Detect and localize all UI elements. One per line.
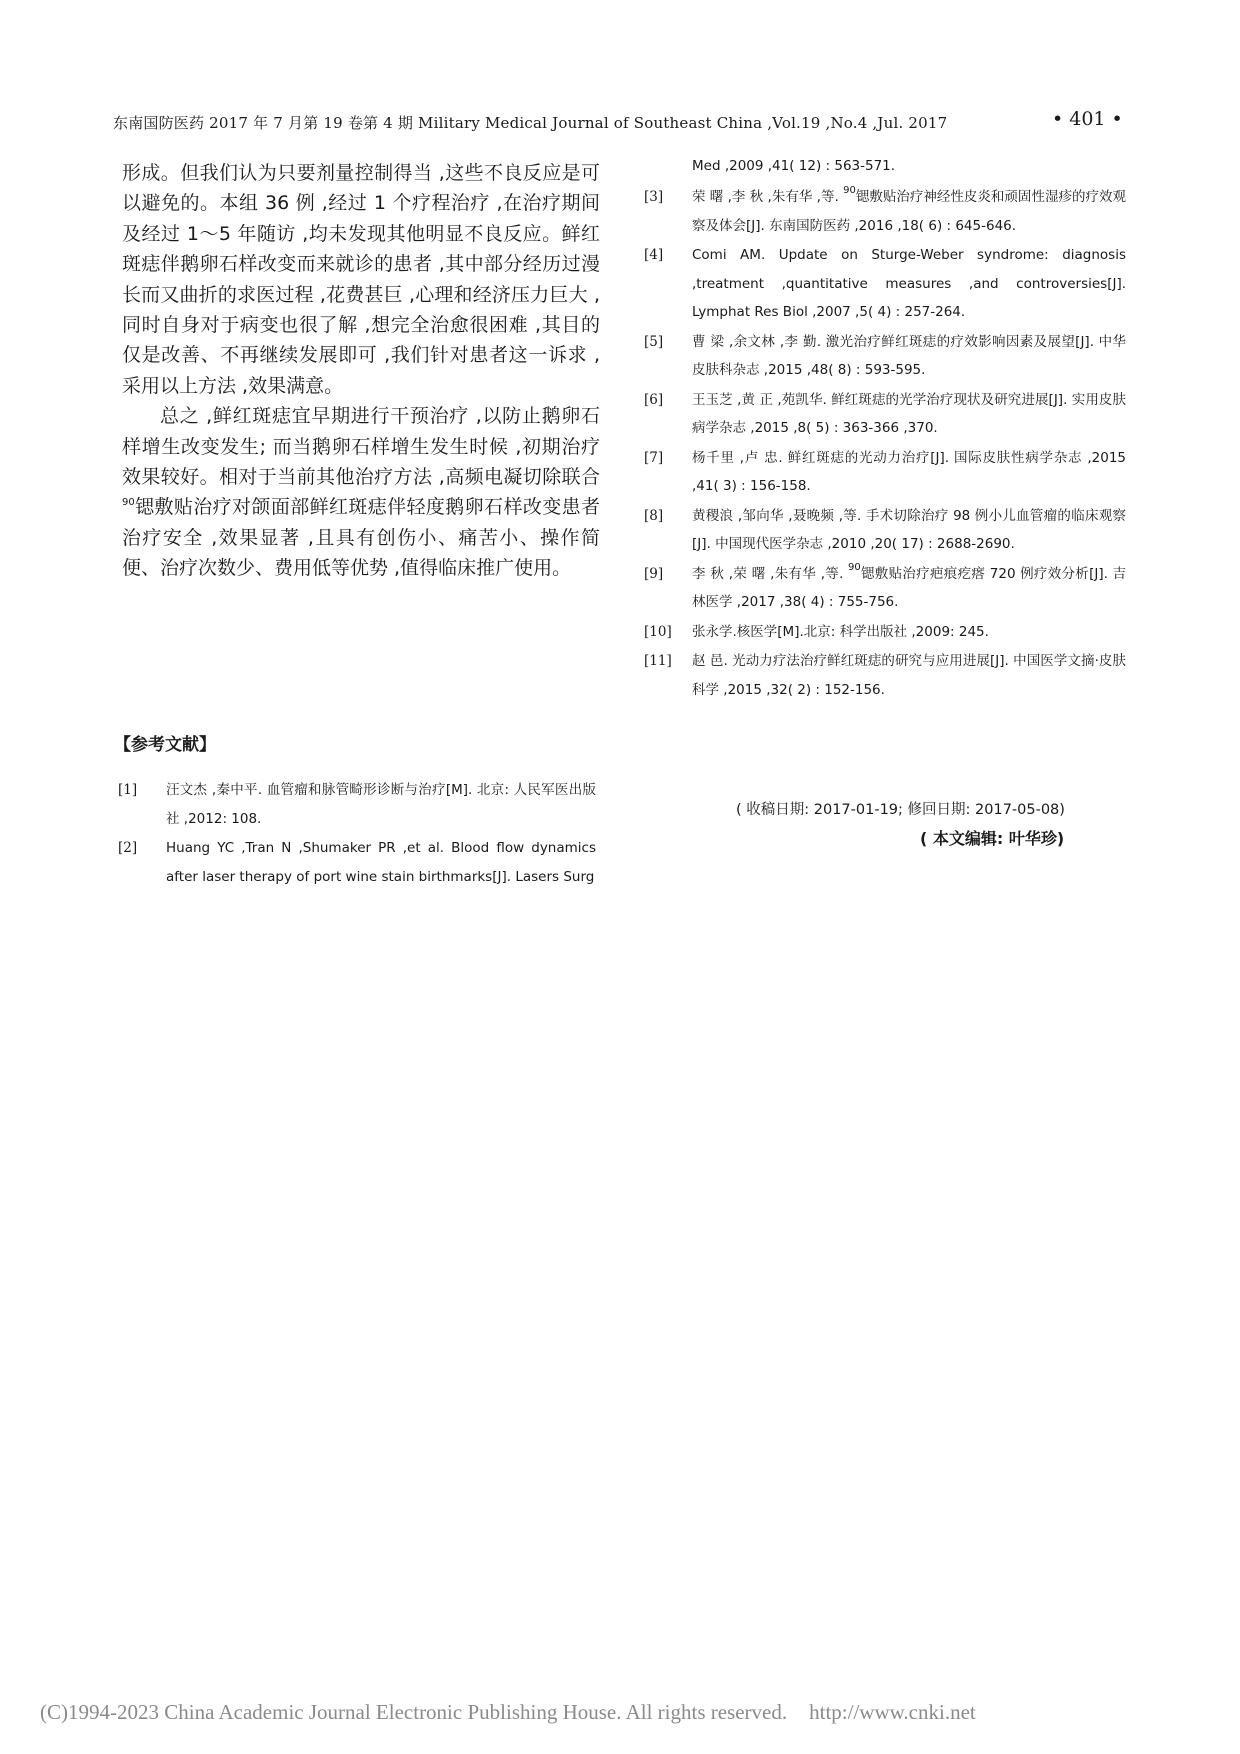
reference-number: [7] [644,449,664,466]
reference-text-part-2: 锶敷贴治疗疤痕疙瘩 720 例疗效分析[J]. 吉林医学 ,2017 ,38( 4) : 755-756. [692,565,1126,610]
reference-list-right [644,183,1126,705]
body-paragraph-2-part-2: 锶敷贴治疗对颌面部鲜红斑痣伴轻度鹅卵石样改变患者治疗安全 ,效果显著 ,且具有创伤小、痛苦小、操作简便、治疗次数少、费用低等优势 ,值得临床推广使用。 [122,496,600,580]
strontium-superscript: 90 [122,497,135,509]
reference-text: Huang YC ,Tran N ,Shumaker PR ,et al. Blood flow dynamics after laser therapy of port wine stain birthmarks[J]. Lasers Surg [166,840,596,885]
reference-text [692,185,1126,234]
reference-item [644,502,1126,559]
references-heading: 【参考文献】 [114,735,216,755]
reference-text [692,561,1126,611]
reference-number: [11] [644,653,672,669]
reference-number: [9] [644,565,664,582]
reference-text: 黄稷浪 ,邹向华 ,聂晚频 ,等. 手术切除治疗 98 例小儿血管瘤的临床观察[J]. 中国现代医学杂志 ,2010 ,20( 17) : 2688-2690. [692,507,1126,552]
reference-item [644,328,1126,385]
reference-item [644,618,1126,647]
publisher-url[interactable]: http://www.cnki.net [809,1700,976,1724]
reference-text: 汪文杰 ,秦中平. 血管瘤和脉管畸形诊断与治疗[M]. 北京: 人民军医出版社 ,2012: 108. [166,782,596,827]
reference-item [118,776,596,833]
reference-item [644,386,1126,443]
reference-text-part-1: 李 秋 ,荣 曙 ,朱有华 ,等. [692,565,848,582]
strontium-superscript: 90 [843,185,856,196]
received-revised-dates: ( 收稿日期: 2017-01-19; 修回日期: 2017-05-08) [736,802,1065,818]
reference-number: [3] [644,189,664,205]
reference-text: Comi AM. Update on Sturge-Weber syndrome: diagnosis ,treatment ,quantitative measures ,and controversies[J]. Lymphat Res Biol ,2007 ,5( 4) : 257-264. [692,247,1126,320]
page-number: • 401 • [1052,108,1123,130]
reference-number: [6] [644,391,664,408]
reference-list-left [118,776,596,892]
copyright-text: (C)1994-2023 China Academic Journal Electronic Publishing House. All rights reserved. [40,1700,788,1724]
reference-item [644,647,1126,704]
reference-number: [10] [644,623,672,640]
reference-number: [8] [644,507,664,524]
running-header: 东南国防医药 2017 年 7 月第 19 卷第 4 期 Military Medical Journal of Southeast China ,Vol.19 ,No.4 ,Jul. 2017 [113,114,948,132]
reference-text-part-1: 荣 曙 ,李 秋 ,朱有华 ,等. [692,189,844,205]
reference-number: [1] [118,782,138,798]
reference-number: [4] [644,247,664,263]
reference-text: 张永学.核医学[M].北京: 科学出版社 ,2009: 245. [692,623,989,640]
body-paragraph-2-part-1: 总之 ,鲜红斑痣宜早期进行干预治疗 ,以防止鹅卵石样增生改变发生; 而当鹅卵石样增生发生时候 ,初期治疗效果较好。相对于当前其他治疗方法 ,高频电凝切除联合 [122,405,600,489]
body-paragraph-1: 形成。但我们认为只要剂量控制得当 ,这些不良反应是可以避免的。本组 36 例 ,经过 1 个疗程治疗 ,在治疗期间及经过 1～5 年随访 ,均未发现其他明显不良反应。鲜红斑痣伴鹅卵石样改变而来就诊的患者 ,其中部分经历过漫长而又曲折的求医过程 ,花费甚巨 ,心理和经济压力巨大 ,同时自身对于病变也很了解 ,想完全治愈很困难 ,其目的仅是改善、不再继续发展即可 ,我们针对患者这一诉求 ,采用以上方法 ,效果满意。 [122,162,600,397]
reference-text: 曹 梁 ,余文林 ,李 勤. 激光治疗鲜红斑痣的疗效影响因素及展望[J]. 中华皮肤科杂志 ,2015 ,48( 8) : 593-595. [692,333,1126,378]
body-text-column [122,158,600,584]
reference-continuation: Med ,2009 ,41( 12) : 563-571. [692,158,896,174]
copyright-footer [40,1700,976,1725]
reference-number: [2] [118,840,138,856]
reference-text: 赵 邑. 光动力疗法治疗鲜红斑痣的研究与应用进展[J]. 中国医学文摘·皮肤科学 ,2015 ,32( 2) : 152-156. [692,653,1126,698]
reference-item [644,183,1126,240]
reference-text: 王玉芝 ,黄 正 ,苑凯华. 鲜红斑痣的光学治疗现状及研究进展[J]. 实用皮肤病学杂志 ,2015 ,8( 5) : 363-366 ,370. [692,391,1126,436]
reference-item [644,444,1126,501]
reference-text: 杨千里 ,卢 忠. 鲜红斑痣的光动力治疗[J]. 国际皮肤性病学杂志 ,2015 ,41( 3) : 156-158. [692,449,1126,494]
reference-item [644,241,1126,327]
reference-item [644,560,1126,617]
reference-item [118,834,596,891]
reference-number: [5] [644,333,664,350]
body-paragraph-2 [122,401,600,583]
strontium-superscript: 90 [847,561,861,573]
editor-credit: ( 本文编辑: 叶华珍) [920,829,1065,848]
reference-text-part-2: 锶敷贴治疗神经性皮炎和顽固性湿疹的疗效观察及体会[J]. 东南国防医药 ,2016 ,18( 6) : 645-646. [692,189,1126,234]
